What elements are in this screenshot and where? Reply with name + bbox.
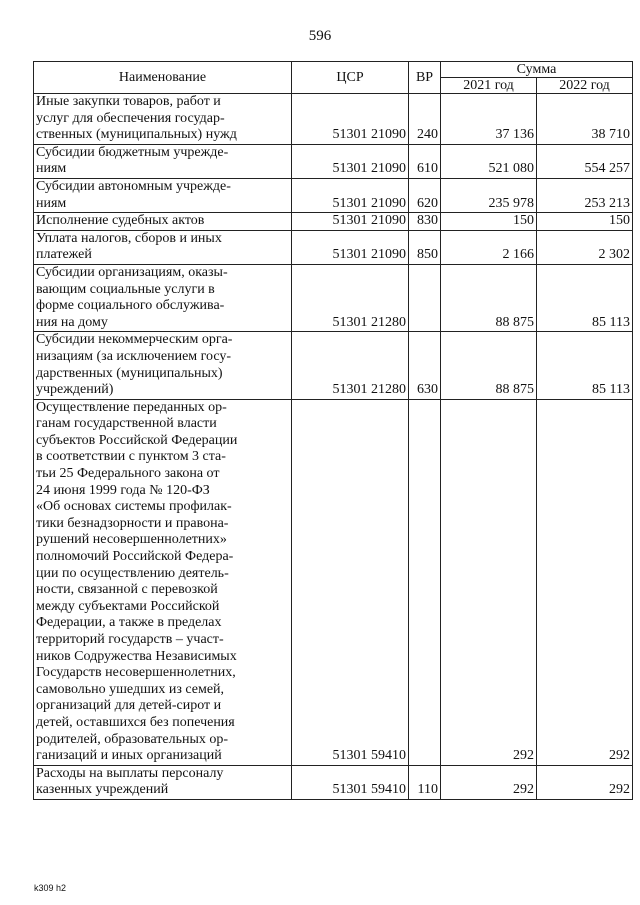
row-name: Субсидии автономным учрежде- ниям xyxy=(34,178,292,212)
row-csr: 51301 21090 xyxy=(292,178,409,212)
row-vr: 110 xyxy=(409,765,441,799)
budget-table xyxy=(33,61,633,800)
header-sum: Сумма xyxy=(441,62,633,78)
row-csr: 51301 21280 xyxy=(292,264,409,331)
row-amount-2022: 292 xyxy=(537,399,633,765)
row-amount-2021: 235 978 xyxy=(441,178,537,212)
row-csr: 51301 21090 xyxy=(292,213,409,231)
row-name: Иные закупки товаров, работ и услуг для обеспечения государ- ственных (муниципальных) нужд xyxy=(34,94,292,145)
row-amount-2022: 150 xyxy=(537,213,633,231)
row-amount-2021: 37 136 xyxy=(441,94,537,145)
row-vr xyxy=(409,399,441,765)
row-name: Субсидии бюджетным учрежде- ниям xyxy=(34,144,292,178)
row-amount-2022: 292 xyxy=(537,765,633,799)
row-vr: 240 xyxy=(409,94,441,145)
table-row xyxy=(34,144,633,178)
row-csr: 51301 21090 xyxy=(292,94,409,145)
row-amount-2021: 2 166 xyxy=(441,230,537,264)
header-name: Наименование xyxy=(34,62,292,94)
row-amount-2022: 38 710 xyxy=(537,94,633,145)
table-row xyxy=(34,332,633,399)
row-name: Уплата налогов, сборов и иных платежей xyxy=(34,230,292,264)
header-year-2021: 2021 год xyxy=(441,78,537,94)
row-amount-2021: 150 xyxy=(441,213,537,231)
row-csr: 51301 59410 xyxy=(292,765,409,799)
table-row xyxy=(34,765,633,799)
row-amount-2022: 554 257 xyxy=(537,144,633,178)
row-amount-2021: 88 875 xyxy=(441,264,537,331)
table-row xyxy=(34,399,633,765)
row-amount-2021: 292 xyxy=(441,765,537,799)
header-csr: ЦСР xyxy=(292,62,409,94)
footer-code: k309 h2 xyxy=(34,883,67,893)
row-vr: 620 xyxy=(409,178,441,212)
header-year-2022: 2022 год xyxy=(537,78,633,94)
row-csr: 51301 21090 xyxy=(292,144,409,178)
page-number: 596 xyxy=(308,28,332,44)
row-vr: 830 xyxy=(409,213,441,231)
row-name: Осуществление переданных ор- ганам государственной власти субъектов Российской Федерации в соответствии с пунктом 3 ста- тьи 25 Федерального закона от 24 июня 1999 года № 120-ФЗ «Об основах системы профилак- тики безнадзорности и правона- рушений несовершеннолетних» полномочий Российской Федера- ции по осуществлению деятель- ности, связанной с перевозкой между субъектами Российской Федерации, а также в пределах территорий государств – участ- ников Содружества Независимых Государств несовершеннолетних, самовольно ушедших из семей, организаций для детей-сирот и детей, оставшихся без попечения родителей, образовательных ор- ганизаций и иных организаций xyxy=(34,399,292,765)
table-row xyxy=(34,264,633,331)
row-csr: 51301 21090 xyxy=(292,230,409,264)
row-amount-2021: 292 xyxy=(441,399,537,765)
row-amount-2022: 85 113 xyxy=(537,264,633,331)
row-name: Исполнение судебных актов xyxy=(34,213,292,231)
row-amount-2021: 88 875 xyxy=(441,332,537,399)
row-amount-2021: 521 080 xyxy=(441,144,537,178)
table-row xyxy=(34,94,633,145)
row-amount-2022: 85 113 xyxy=(537,332,633,399)
row-vr: 630 xyxy=(409,332,441,399)
row-vr: 610 xyxy=(409,144,441,178)
row-name: Расходы на выплаты персоналу казенных учреждений xyxy=(34,765,292,799)
row-name: Субсидии организациям, оказы- вающим социальные услуги в форме социального обслужива- ния на дому xyxy=(34,264,292,331)
header-row xyxy=(34,62,633,78)
table-body xyxy=(34,94,633,800)
row-csr: 51301 59410 xyxy=(292,399,409,765)
row-name: Субсидии некоммерческим орга- низациям (за исключением госу- дарственных (муниципальных) учреждений) xyxy=(34,332,292,399)
table-row xyxy=(34,178,633,212)
table-row xyxy=(34,230,633,264)
header-vr: ВР xyxy=(409,62,441,94)
row-vr xyxy=(409,264,441,331)
row-csr: 51301 21280 xyxy=(292,332,409,399)
row-vr: 850 xyxy=(409,230,441,264)
table-row xyxy=(34,213,633,231)
row-amount-2022: 253 213 xyxy=(537,178,633,212)
row-amount-2022: 2 302 xyxy=(537,230,633,264)
